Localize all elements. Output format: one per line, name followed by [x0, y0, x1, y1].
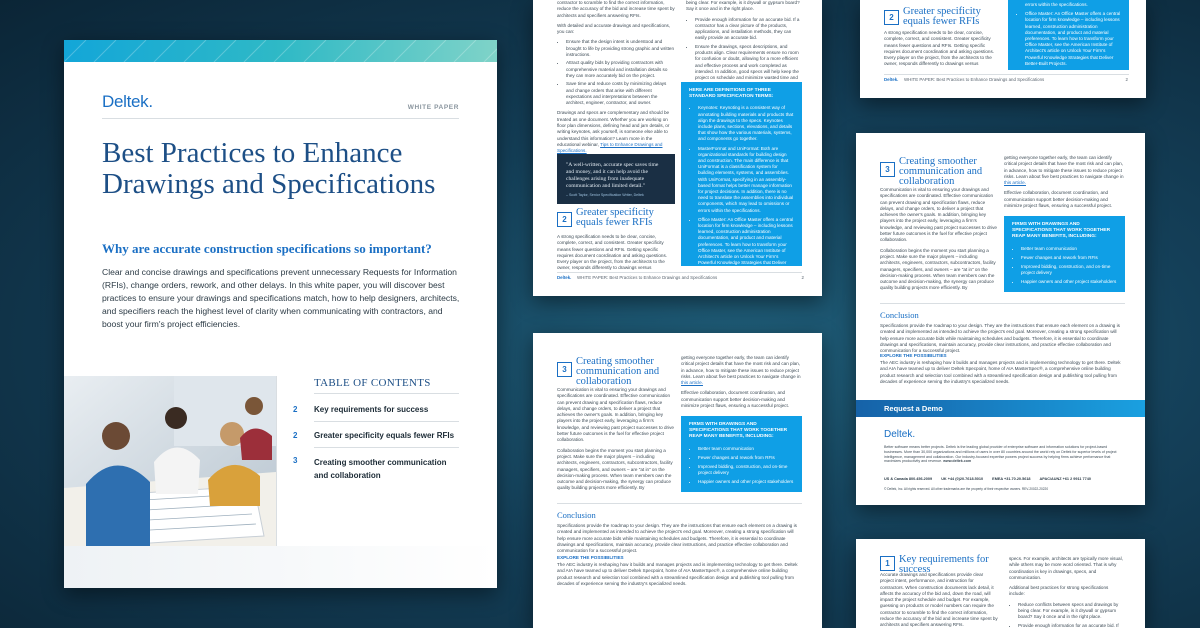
footer-logo: Deltek. [884, 77, 899, 82]
quote-text: "A well-written, accurate spec saves time and money, and it can help avoid the challenges arising from inadequate communication and limited detail." [566, 162, 659, 189]
list-item: • Improved bidding, construction, and on-time project delivery [1021, 264, 1117, 276]
list-item: • Better team communication [1021, 246, 1117, 252]
page2-section-body: A strong specification needs to be clear, concise, complete, correct, and consistent. Greater specificity means fewer questions and RFIs. Getting specific requires document coordination and asking questions. Every player on the project, from the architects to the owner, responds differently to drawings versus [557, 234, 668, 271]
list-item: • Reduce conflicts between specs and drawings by being clear. For example, is it drywall or gypsum board? Say it once and in the right place. [1018, 602, 1125, 621]
benefits-list [1012, 246, 1117, 286]
list-item: • Improved bidding, construction, and on-time project delivery [698, 464, 794, 476]
explore-heading: EXPLORE THE POSSIBILITIES [880, 353, 947, 358]
cover-intro: Clear and concise drawings and specifications prevent unnecessary Requests for Information (RFIs), change orders, rework, and other delays. In this white paper, you will discover best practices to ensure your drawings and specifications match, how to help designers, architects, and specifiers reach the highest level of clarity when communicating with contractors, and boost your firm's project efficiencies. [102, 267, 460, 329]
page3-paragraph: Effective collaboration, document coordination, and communication support better decision-making and minimize project flaws, ensuring a successful project. [681, 390, 789, 409]
cover-photo [64, 376, 276, 546]
toc-rule [314, 447, 459, 448]
page3-paragraph [681, 355, 802, 386]
footer-text: WHITE PAPER: Best Practices to Enhance Drawings and Specifications [904, 77, 1045, 82]
page3-body-text: getting everyone together early, the team can identify critical project details that have the most risk and can plan, in advance, how to mitigate these issues to reduce project risks. Learn about five best practices to navigate change in [681, 355, 801, 379]
footer-page-number: 2 [1125, 77, 1128, 82]
definitions-box-title: HERE ARE DEFINITIONS OF THREE STANDARD SPECIFICATION TERMS: [689, 88, 774, 100]
list-item: • Provide enough information for an accurate bid. If a contractor has a clear picture of the products, applications, and installation methods, they can easily provide an accurate bid. [695, 17, 802, 42]
page3-col2 [1004, 155, 1125, 213]
toc-title-rule [314, 393, 459, 394]
page-2-copy [860, 0, 1146, 98]
page3-col1 [557, 387, 675, 496]
webinar-link[interactable]: Tips to Enhance Drawings and Specifications. [557, 141, 663, 154]
partial-paragraph: specs. For example, architects are typically more visual, while others may be more word oriented. That is why coordination is key in drawings, specs, and communication. [1009, 556, 1123, 580]
definitions-box [1008, 0, 1129, 70]
list-item: • Happier owners and other project stakeholders [698, 479, 794, 485]
page3-col1 [880, 187, 998, 296]
partial-bullet-list [1009, 602, 1125, 628]
toc-item-page: 2 [293, 405, 298, 414]
toc-item-page: 2 [293, 431, 298, 440]
page3-paragraph [1004, 155, 1125, 186]
page-2-partial [856, 539, 1145, 628]
cover-banner-pattern [64, 40, 497, 62]
footer-rule [557, 272, 802, 273]
about-deltek [884, 445, 1124, 464]
page3-paragraph: Collaboration begins the moment you start planning a project. Make sure the major players – including architects, engineers, contractors, subcontractors, facility managers, specifiers, and owners – are "at in" on the decision-making process. When team members own the outcome and decision-making, the synergy can produce quality building projects more efficiently. By [557, 447, 673, 491]
page2-col2 [686, 0, 802, 92]
page3-paragraph: Collaboration begins the moment you start planning a project. Make sure the major players – including architects, engineers, contractors, subcontractors, facility managers, specifiers, and owners – are "at in" on the decision-making process. When team members own the outcome and decision-making, the synergy can produce quality building projects more efficiently. By [880, 247, 996, 291]
list-item: • Ensure the drawings, specs descriptions, and products align. Clear requirements ensure no room for confusion or doubt, allowing for a more efficient and effective process and work completed as intended. In addition, good specs will help keep the project on schedule and minimize wasted time and [695, 44, 802, 88]
section-rule [880, 303, 1125, 304]
doc-type-label: WHITE PAPER [407, 104, 459, 111]
section-heading: Creating smoother communication and collaboration [899, 156, 983, 187]
section-number: 2 [884, 10, 899, 25]
contact-row [884, 477, 1124, 481]
benefits-list [689, 446, 794, 486]
cover-bottom-band [64, 546, 497, 588]
toc-title: TABLE OF CONTENTS [314, 377, 431, 389]
explore-heading: EXPLORE THE POSSIBILITIES [557, 555, 624, 560]
list-item: • Better team communication [698, 446, 794, 452]
section-number: 3 [880, 162, 895, 177]
conclusion-heading: Conclusion [880, 310, 919, 320]
footer-logo: Deltek. [557, 275, 572, 280]
list-item: • Save time and reduce costs by minimizing delays and change orders that arise with different expectations and interpretations between the architect, engineer, contractor, and owner. [566, 81, 675, 106]
contact-uk: UK +44 (0)20.7618.5010 [941, 477, 984, 481]
list-item: • Fewer changes and rework from RFIs [1021, 255, 1117, 261]
toc-item-link[interactable]: Greater specificity equals fewer RFIs [314, 431, 455, 440]
page2-paragraph [557, 110, 675, 154]
page3-paragraph: Communication is vital to ensuring your drawings and specifications are coordinated. Effective communication can prevent drawing and specification flaws, reduce delays, and change orders, to deliver a project that achieves the owner's goals. In addition, bringing key players into the project early, leveraging a firm's knowledge, and reviewing past project successes to drive better future outcomes is the fuel for effective project collaboration. [557, 387, 674, 443]
page3-paragraph: Communication is vital to ensuring your drawings and specifications are coordinated. Effective communication can prevent drawing and specification flaws, reduce delays, and change orders, to deliver a project that achieves the owner's goals. In addition, bringing key players into the project early, leveraging a firm's knowledge, and reviewing past project successes to drive better future outcomes is the fuel for effective project collaboration. [880, 187, 997, 243]
benefits-box [681, 416, 802, 492]
topright-body: A strong specification needs to be clear, concise, complete, correct, and consistent. Greater specificity means fewer questions and RFIs. Getting specific requires document coordination and asking questions. Every player on the project, from the architects to the owner, responds differently to drawings versus [884, 30, 995, 67]
cover-subtitle: Why are accurate construction specifications so important? [102, 241, 432, 256]
list-item: • Keynotes: Keynoting is a consistent way of annotating building materials and products that align the drawings to the specs. Keynotes include plans, sections, elevations, and details that show how the various materials, systems, and components go together. [698, 105, 794, 142]
benefits-box-title: FIRMS WITH DRAWINGS AND SPECIFICATIONS THAT WORK TOGETHER REAP MANY BENEFITS, INCLUDING: [689, 422, 788, 440]
footer-page-number: 2 [801, 275, 804, 280]
partial-col1: Accurate drawings and specifications provide clear project intent, performance, and instruction for contractors. When construction documents lack detail, it affects the accuracy of the bid and, down the road, will impact the project schedule and budget. For example, guessing on products or model numbers can require the contractor to scramble to find the correct information, reduce the accuracy of the bid and increase time spent by architects and specifiers answering RFIs. [880, 572, 998, 628]
page-3-copy [856, 133, 1145, 505]
page3-body-text: getting everyone together early, the team can identify critical project details that have the most risk and can plan, in advance, how to mitigate these issues to reduce project risks. Learn about five best practices to navigate change in [1004, 155, 1124, 179]
benefits-box [1004, 216, 1125, 292]
section-heading: Greater specificity equals fewer RFIs [576, 207, 654, 228]
page-title: Best Practices to Enhance Drawings and Specifications [102, 137, 436, 200]
list-item: • Ensure that the design intent is understood and brought to life by providing strong graphic and written instructions. [566, 39, 675, 58]
section-number: 3 [557, 362, 572, 377]
list-item: • Provide enough information for an accurate bid. If [1018, 623, 1125, 628]
page2-bullet-list [686, 17, 802, 88]
list-item: • Office Master: An Office Master offers a central location for firm knowledge – including lessons learned, construction administration documentation, and product and material preferences. To learn how to transform your Office Master, see the American Institute of Architect's article on Unlock Your Firm's Powerful Knowledge Strategies that Deliver Better-Built Projects. [698, 217, 794, 273]
list-item: • MasterFormat and UniFormat: Both are organizational standards for building design and construction. The main difference is that UniFormat is a classification system for building elements, systems, and assemblies. With UniFormat, specifying in an assembly-based format helps better manage information for project decisions. In addition, there is no need to translate the assemblies into individual components, which may lead to omissions or errors within the specifications. [698, 146, 794, 214]
section-number: 2 [557, 212, 572, 227]
list-item: • Office Master: An Office Master offers a central location for firm knowledge – including lessons learned, construction administration documentation, and product and material preferences. To learn how to transform your Office Master, see the American Institute of Architect's article on Unlock Your Firm's Powerful Knowledge Strategies that Deliver Better-Built Projects. [1025, 11, 1121, 67]
page2-col1 [557, 0, 675, 159]
definitions-list [689, 105, 794, 272]
article-link[interactable]: this article. [1004, 180, 1026, 186]
conclusion-body: Specifications provide the roadmap to your design. They are the instructions that ensure each element on a drawing is created and implemented as intended to achieve the project's end goal. Moreover, creating a strong specification will help ensure more accurate bids while maintaining schedules and budgets. Therefore, it is essential to coordinate drawings and specifications, maintain accuracy, provide clear instructions, and practice effective collaboration and communication for a successful project. [880, 323, 1120, 354]
partial-col2 [1009, 556, 1125, 628]
article-link[interactable]: this article. [681, 380, 703, 386]
conclusion-heading: Conclusion [557, 510, 596, 520]
conclusion-body: Specifications provide the roadmap to your design. They are the instructions that ensure each element on a drawing is created and implemented as intended to achieve the project's end goal. Moreover, creating a strong specification will help ensure more accurate bids while maintaining schedules and budgets. Therefore, it is essential to coordinate drawings and specifications, maintain accuracy, provide clear instructions, and practice effective collaboration and communication for a successful project. [557, 523, 797, 554]
pull-quote [557, 154, 675, 204]
page-3 [533, 333, 822, 628]
toc-divider [276, 376, 277, 546]
contact-apac: APAC/AUNZ +61 2 9911 7740 [1039, 477, 1092, 481]
page2-paragraph: being clear. For example, is it drywall or gypsum board? Say it once and in the right place. [686, 0, 800, 12]
explore-body: The AEC industry is reshaping how it builds and manages projects and is implementing technology to get there. Deltek and AIA have teamed up to deliver Deltek Specpoint, home of AIA MasterSpec®, a comprehensive online building product research and selection tool combined with a streamlined specification design and publishing tool pulling from decades of experience serving the industry's specialized needs. [557, 562, 798, 586]
page2-bullet-list [557, 39, 675, 106]
toc-item-link[interactable]: Key requirements for success [314, 405, 429, 414]
explore-body: The AEC industry is reshaping how it builds and manages projects and is implementing technology to get there. Deltek and AIA have teamed up to deliver Deltek Specpoint, home of AIA MasterSpec®, a comprehensive online building product research and selection tool combined with a streamlined specification design and publishing tool pulling from decades of experience serving the industry's specialized needs. [880, 360, 1121, 384]
page2-paragraph: With detailed and accurate drawings and specifications, you can: [557, 22, 671, 35]
section-heading: Key requirements for success [899, 554, 989, 575]
definitions-box [681, 82, 802, 272]
deltek-logo: Deltek. [102, 92, 153, 111]
page2-body-text: Drawings and specs are complementary and should be treated as one document. Whether you are working on floor plan dimensions, defining head and jam details, or writing keynotes, ask yourself, is someone else able to understand this information? Learn more in the educational webinar, [557, 110, 670, 147]
page2-paragraph: contractor to scramble to find the correct information, reduce the accuracy of the bid and increase time spent by architects and specifiers answering RFIs. [557, 0, 675, 18]
list-item: • Attract quality bids by providing contractors with comprehensive material and installation details so they can more accurately bid on the project. [566, 60, 675, 79]
deltek-logo: Deltek. [884, 429, 916, 440]
partial-paragraph: Additional best practices for strong specifications include: [1009, 585, 1109, 597]
request-demo-label: Request a Demo [884, 404, 943, 413]
copyright: © Deltek, Inc. All rights reserved. All other trademarks are the property of their respective owners. REV-20022-20220 [884, 487, 1049, 491]
page-2 [533, 0, 822, 296]
section-number: 1 [880, 556, 895, 571]
request-demo-button[interactable] [856, 400, 1145, 417]
definitions-list [1016, 11, 1121, 67]
benefits-box-title: FIRMS WITH DRAWINGS AND SPECIFICATIONS THAT WORK TOGETHER REAP MANY BENEFITS, INCLUDING: [1012, 222, 1111, 240]
about-text: Better software means better projects. Deltek is the leading global provider of enterprise software and information solutions for project-based businesses. More than 30,000 organizations and millions of users in over 80 countries around the world rely on Deltek for superior levels of project intelligence, management and collaboration. Our industry-focused expertise powers project success by helping firms achieve performance that maximizes productivity and revenue. [884, 445, 1117, 464]
page3-col2 [681, 355, 802, 413]
toc-item-link[interactable]: Creating smoother communication and collaboration [314, 458, 447, 480]
list-item: • Happier owners and other project stakeholders [1021, 279, 1117, 285]
cover-page [64, 40, 497, 588]
section-heading: Creating smoother communication and collaboration [576, 356, 660, 387]
footer-rule [884, 74, 1129, 75]
cover-divider [102, 118, 459, 119]
toc-rule [314, 421, 459, 422]
toc-item-page: 3 [293, 456, 298, 465]
section-heading: Greater specificity equals fewer RFIs [903, 6, 981, 27]
list-item: • Fewer changes and rework from RFIs [698, 455, 794, 461]
quote-author: – Scott Taylor, Senior Specification Writer, Deltek [566, 193, 644, 197]
section-rule [557, 503, 802, 504]
contact-us: US & Canada 800.456.2009 [884, 477, 933, 481]
contact-emea: EMEA +31.70.20.5618 [992, 477, 1031, 481]
definitions-box-text: errors within the specifications. [1025, 2, 1088, 7]
page3-paragraph: Effective collaboration, document coordination, and communication support better decision-making and minimize project flaws, ensuring a successful project. [1004, 190, 1112, 209]
website-link[interactable]: www.deltek.com [943, 459, 972, 464]
footer-text: WHITE PAPER: Best Practices to Enhance Drawings and Specifications [577, 275, 718, 280]
